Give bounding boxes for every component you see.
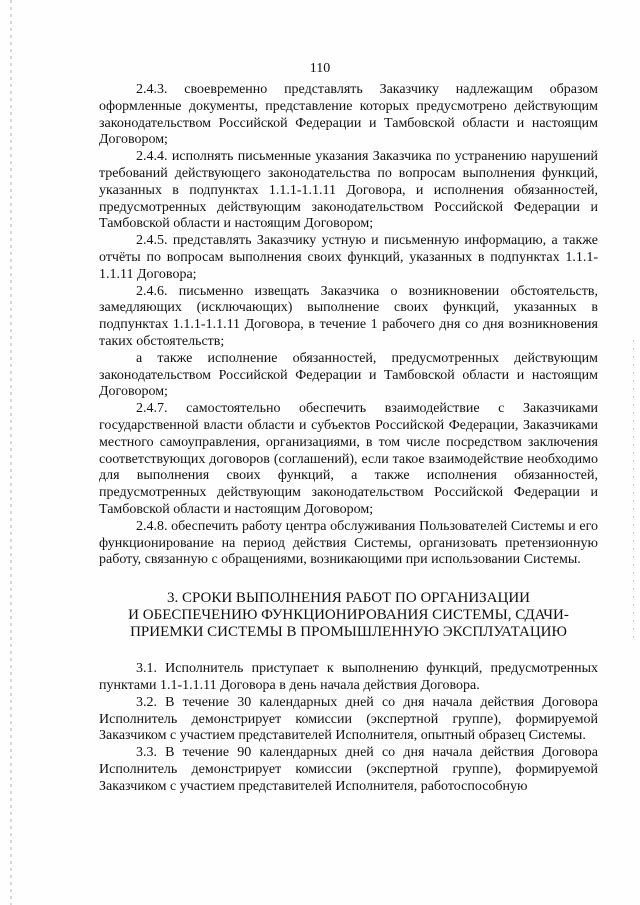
section-heading: [99, 590, 598, 641]
paragraph-2-4-3: 2.4.3. своевременно представлять Заказчику надлежащим образом оформленные документы, представление которых предусмотрено действующим законодательством Российской Федерации и Тамбовской области и настоящим Договором;: [99, 82, 598, 148]
paragraph-2-4-4: 2.4.4. исполнять письменные указания Заказчика по устранению нарушений требований действующего законодательства по вопросам выполнения функций, указанных в подпунктах 1.1.1-1.1.11 Договора, и исполнения обязанностей, предусмотренных действующим законодательством Российской Федерации и Тамбовской области и настоящим Договором;: [99, 149, 598, 232]
section-heading-line-3: ПРИЕМКИ СИСТЕМЫ В ПРОМЫШЛЕННУЮ ЭКСПЛУАТАЦИЮ: [130, 624, 567, 641]
paragraph-2-4-5: 2.4.5. представлять Заказчику устную и письменную информацию, а также отчёты по вопросам выполнения своих функций, указанных в подпунктах 1.1.1-1.1.11 Договора;: [99, 233, 598, 282]
paragraph-2-4-6: 2.4.6. письменно извещать Заказчика о возникновении обстоятельств, замедляющих (исключающих) выполнение своих функций, указанных в подпунктах 1.1.1-1.1.11 Договора, в течение 1 рабочего дня со дня возникновения таких обстоятельств;: [99, 283, 598, 349]
paragraph-3-2: 3.2. В течение 30 календарных дней со дня начала действия Договора Исполнитель демонстрирует комиссии (экспертной группе), формируемой Заказчиком с участием представителей Исполнителя, опытный образец Системы.: [99, 694, 598, 744]
paragraph-3-3: 3.3. В течение 90 календарных дней со дня начала действия Договора Исполнитель демонстрирует комиссии (экспертной группе), формируемой Заказчиком с участием представителей Исполнителя, работоспособную: [99, 745, 598, 794]
paragraph-3-1: 3.1. Исполнитель приступает к выполнению функций, предусмотренных пунктами 1.1-1.1.11 Договора в день начала действия Договора.: [99, 661, 598, 693]
paragraph-2-4-8: 2.4.8. обеспечить работу центра обслуживания Пользователей Системы и его функционирование на период действия Системы, организовать претензионную работу, связанную с обращениями, возникающими при использовании Системы.: [99, 518, 598, 568]
paragraph-2-4-7: 2.4.7. самостоятельно обеспечить взаимодействие с Заказчиками государственной власти области и субъектов Российской Федерации, Заказчиками местного самоуправления, организациями, в том числе посредством заключения соответствующих договоров (соглашений), если такое взаимодействие необходимо для выполнения своих функций, а также исполнения обязанностей, предусмотренных действующим законодательством Российской Федерации и Тамбовской области и настоящим Договором;: [99, 401, 598, 517]
scan-right-edge: [633, 340, 634, 640]
section-heading-line-2: И ОБЕСПЕЧЕНИЮ ФУНКЦИОНИРОВАНИЯ СИСТЕМЫ, СДАЧИ-: [128, 607, 569, 624]
paragraph-2-4-6-continuation: а также исполнение обязанностей, предусмотренных действующим законодательством Российской Федерации и Тамбовской области и настоящим Договором;: [99, 350, 598, 400]
page-number: 110: [309, 61, 331, 76]
section-heading-line-1: 3. СРОКИ ВЫПОЛНЕНИЯ РАБОТ ПО ОРГАНИЗАЦИИ: [166, 590, 531, 607]
scan-left-edge: [10, 0, 12, 905]
document-body: [99, 82, 598, 795]
